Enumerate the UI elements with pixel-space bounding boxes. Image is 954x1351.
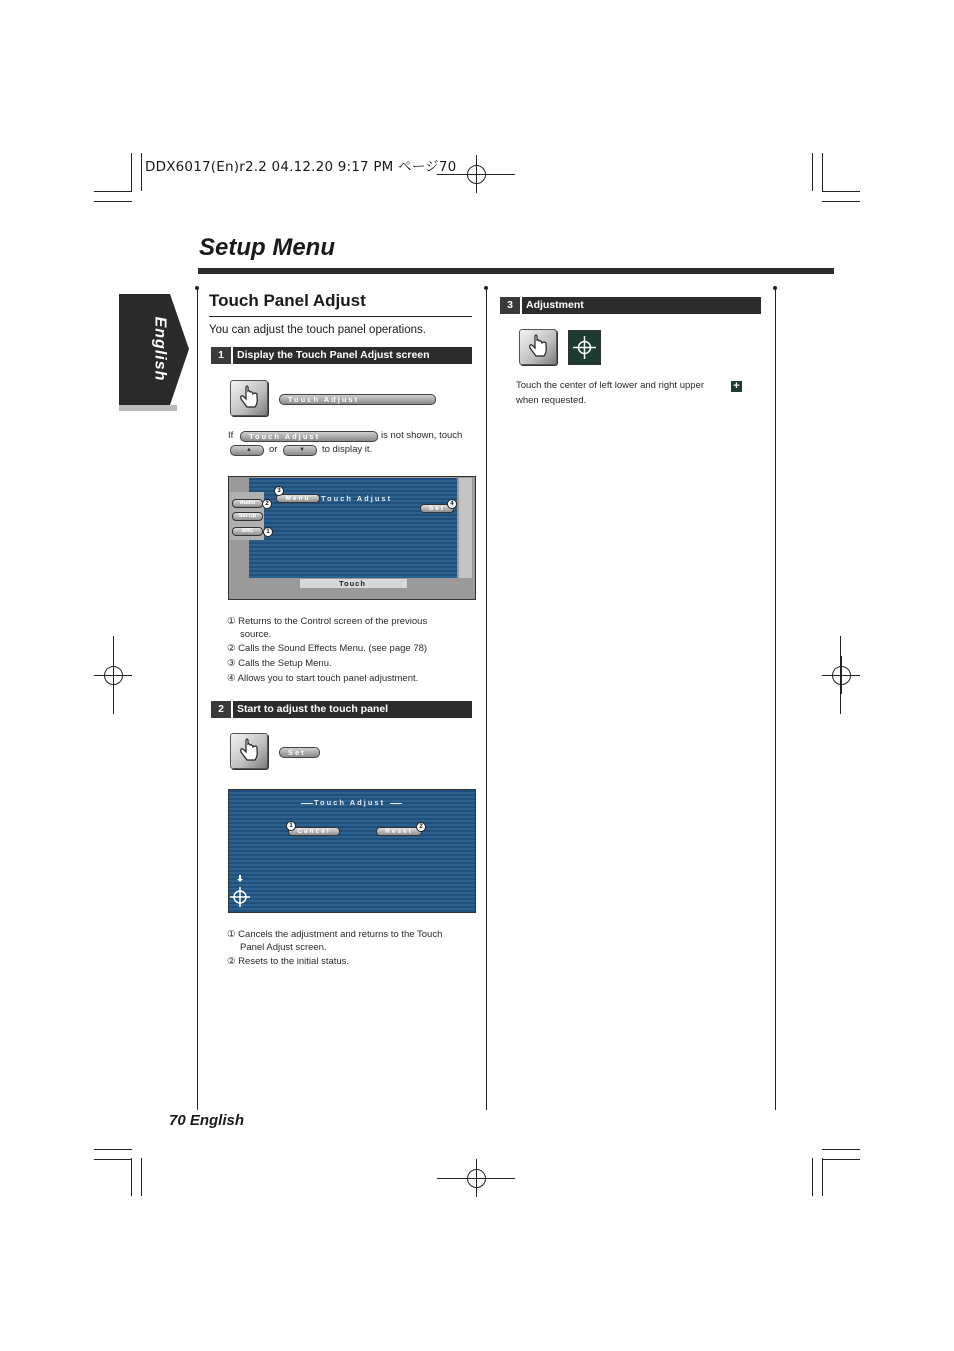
plus-cross-icon: + [731,381,742,392]
callout-2: 2 [416,822,426,832]
touch-hand-icon [230,380,268,416]
note-or: or [269,444,278,455]
callout-1: 1 [286,821,296,831]
menu-button[interactable]: Menu [276,494,320,503]
note-display: to display it. [322,444,373,455]
step-2-bar [211,701,472,718]
list-item: ④ Allows you to start touch panel adjustment. [227,673,419,684]
up-arrow-icon: ▲ [246,447,254,453]
crop-mark [141,1158,142,1196]
step-number: 1 [211,347,233,364]
reset-button[interactable]: Reset [376,827,422,836]
step-number: 2 [211,701,233,718]
set-button-large[interactable]: Set [279,747,320,758]
step-3-bar [500,297,761,314]
page-number: 70 English [169,1112,245,1129]
list-item: ② Resets to the initial status. [227,956,350,967]
touch-hand-icon [230,733,268,769]
crop-mark [822,153,823,191]
crop-mark [94,1159,132,1160]
touch-label: Touch [339,579,366,588]
list-item: source. [240,629,272,640]
language-tab-shadow [119,405,177,411]
section-rule [209,316,472,317]
touch-adjust-button[interactable]: Touch Adjust [279,394,436,405]
adjustment-instruction-cont: when requested. [516,395,587,406]
down-arrow-icon: ▼ [299,447,307,453]
list-item: ③ Calls the Setup Menu. [227,658,332,669]
registration-line [840,636,841,714]
step-number: 3 [500,297,522,314]
adjust-screen [228,789,476,913]
touch-hand-icon [519,329,557,365]
crop-mark [822,1149,860,1150]
column-rule [197,290,198,1110]
title-rule [198,268,834,274]
column-rule [775,290,776,1110]
screen-right-bar [459,478,472,578]
crop-mark [131,153,132,191]
column-dot [773,286,777,290]
note-if: If [228,430,234,441]
section-title: Touch Panel Adjust [209,291,366,310]
crop-mark [822,201,860,202]
column-dot [484,286,488,290]
title-dash [390,803,402,804]
registration-line [437,1178,515,1179]
list-item: ① Returns to the Control screen of the previous [227,616,428,627]
step-label: Start to adjust the touch panel [237,703,389,715]
crop-mark [822,1158,823,1196]
crop-mark [812,153,813,191]
target-crosshair-icon [229,873,251,909]
adjustment-instruction: Touch the center of left lower and right upper [516,380,705,391]
audio-button[interactable]: Audio [232,499,263,508]
list-item: Panel Adjust screen. [240,942,327,953]
list-item: ① Cancels the adjustment and returns to the Touch [227,929,443,940]
crop-mark [822,191,860,192]
crop-mark [141,153,142,191]
title-dash [301,803,313,804]
crosshair-target-icon [568,330,601,365]
callout-1: 1 [263,527,273,537]
crop-mark [812,1158,813,1196]
crop-mark [94,201,132,202]
cancel-button[interactable]: Cancel [288,827,340,836]
note-not-shown: is not shown, touch [381,430,463,441]
callout-3: 3 [274,486,284,496]
registration-mark [822,656,860,694]
set-button[interactable]: Set [420,504,454,513]
column-rule [486,290,487,1110]
step-1-bar [211,347,472,364]
page-title: Setup Menu [199,234,335,261]
step-label: Display the Touch Panel Adjust screen [237,349,430,361]
crop-mark [131,1158,132,1196]
crop-mark [94,1149,132,1150]
crop-mark [822,1159,860,1160]
crop-mark [94,191,132,192]
setup-button[interactable]: Set Up [232,512,263,521]
step-label: Adjustment [526,299,584,311]
scroll-down-button[interactable] [283,445,317,456]
print-meta: DDX6017(En)r2.2 04.12.20 9:17 PM ページ70 [145,159,457,175]
column-dot [195,286,199,290]
adjust-screen-title: Touch Adjust [314,798,386,807]
registration-line [113,636,114,714]
callout-4: 4 [447,499,457,509]
src-button[interactable]: SRC [232,527,263,536]
callout-2: 2 [262,499,272,509]
section-intro: You can adjust the touch panel operations. [209,324,426,336]
scroll-up-button[interactable] [230,445,264,456]
list-item: ② Calls the Sound Effects Menu. (see page 78) [227,643,428,654]
screen-title: Touch Adjust [321,494,393,503]
touch-adjust-button-inline[interactable]: Touch Adjust [240,431,378,442]
language-tab-label: English [151,316,169,382]
